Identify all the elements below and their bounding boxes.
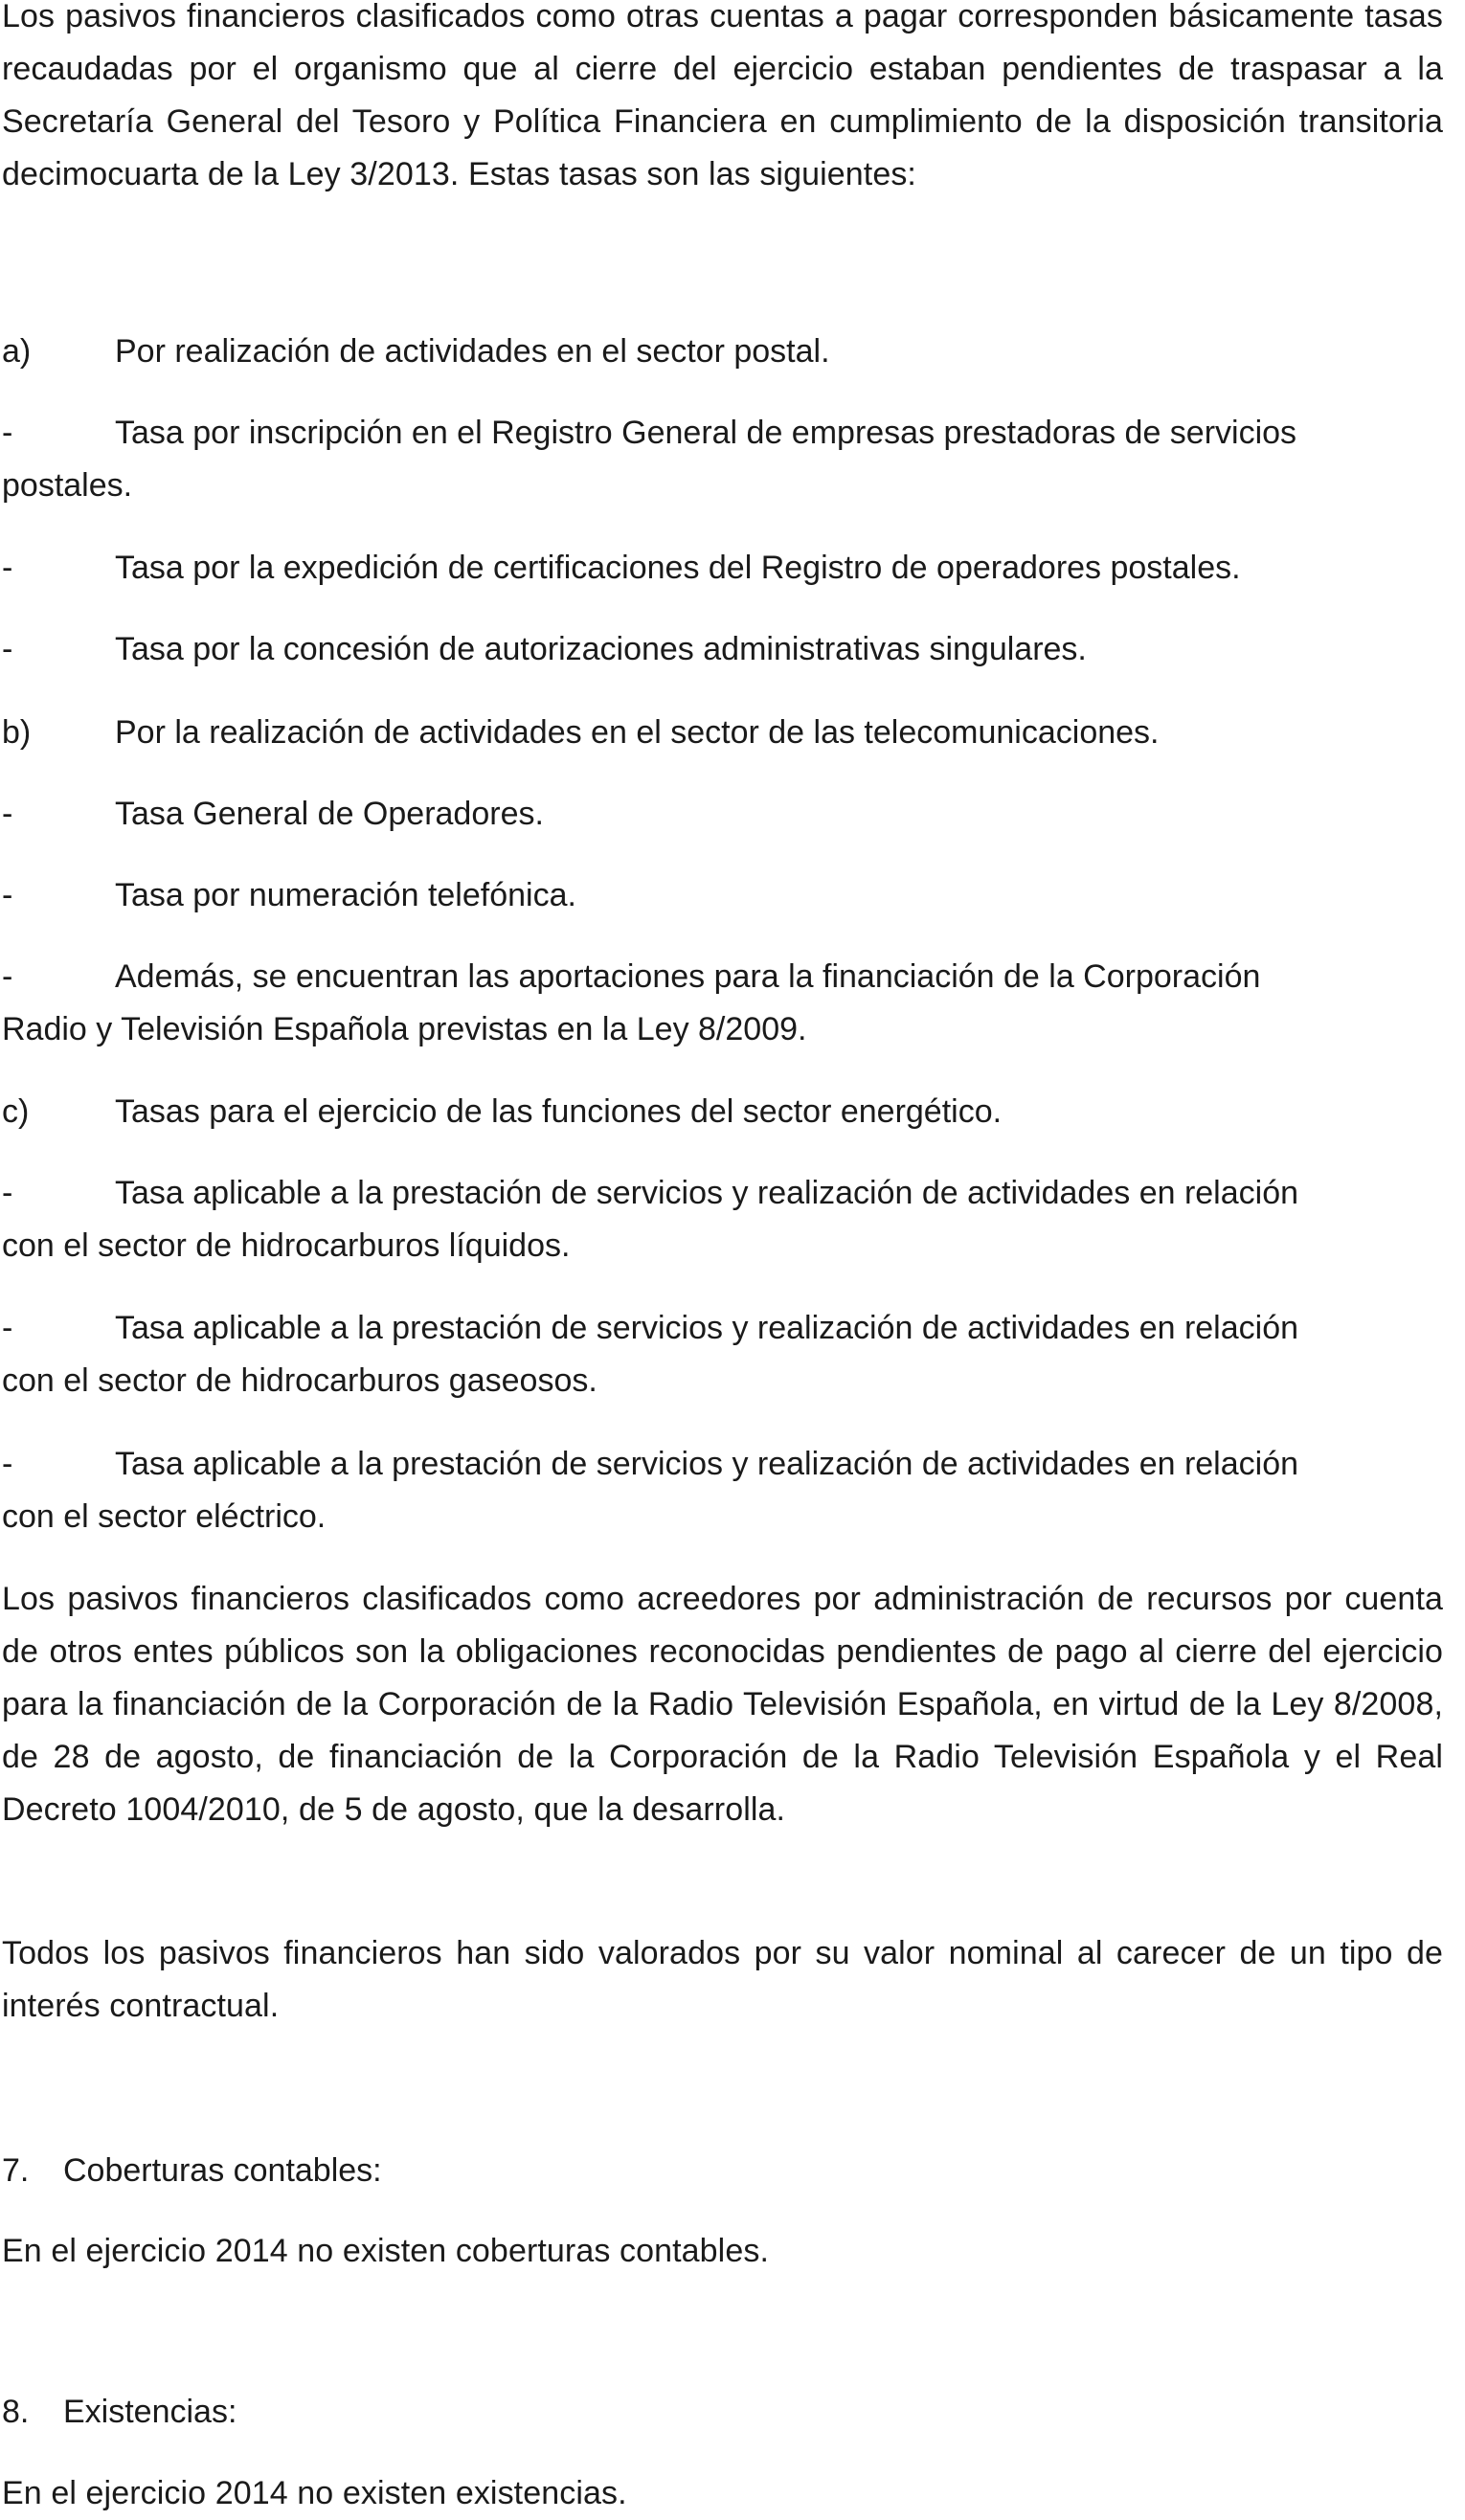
list-item-text-continuation: con el sector de hidrocarburos líquidos. xyxy=(2,1227,571,1264)
section-title: Existencias: xyxy=(63,2394,237,2430)
section-title: Coberturas contables: xyxy=(63,2152,382,2189)
list-marker: - xyxy=(2,631,13,667)
list-item-text: Tasas para el ejercicio de las funciones del sector energético. xyxy=(115,1093,1003,1130)
list-item-text: Tasa por la concesión de autorizaciones administrativas singulares. xyxy=(115,631,1087,667)
list-item-b1 xyxy=(2,788,1443,841)
section-number: 7. xyxy=(2,2152,30,2189)
intro-paragraph: Los pasivos financieros clasificados como otras cuentas a pagar corresponden básicamente tasas recaudadas por el organismo que al cierre del ejercicio estaban pendientes de traspasar a la Secretaría General del Tesoro y Política Financiera en cumplimiento de la disposición transitoria decimocuarta de la Ley 3/2013. Estas tasas son las siguientes: xyxy=(2,0,1443,192)
list-item-text: Tasa aplicable a la prestación de servicios y realización de actividades en relación xyxy=(115,1446,1299,1482)
list-marker: - xyxy=(2,1446,13,1482)
list-marker: - xyxy=(2,958,13,995)
list-marker: - xyxy=(2,550,13,586)
list-item-text: Además, se encuentran las aportaciones para la financiación de la Corporación xyxy=(115,958,1261,995)
list-item-text: Tasa aplicable a la prestación de servicios y realización de actividades en relación xyxy=(115,1310,1299,1346)
list-item-a2 xyxy=(2,542,1443,595)
acreedores-paragraph: Los pasivos financieros clasificados como acreedores por administración de recursos por cuenta de otros entes públicos son la obligaciones reconocidas pendientes de pago al cierre del ejercicio para la financiación de la Corporación de la Radio Televisión Española, en virtud de la Ley 8/2008, de 28 de agosto, de financiación de la Corporación de la Radio Televisión Española y el Real Decreto 1004/2010, de 5 de agosto, que la desarrolla. xyxy=(2,1581,1443,1828)
list-item-text: Tasa aplicable a la prestación de servicios y realización de actividades en relación xyxy=(115,1175,1299,1211)
list-item-b2 xyxy=(2,869,1443,922)
list-marker: - xyxy=(2,796,13,832)
list-item-text-continuation: con el sector de hidrocarburos gaseosos. xyxy=(2,1362,597,1399)
list-item-text-continuation: Radio y Televisión Española previstas en la Ley 8/2009. xyxy=(2,1011,807,1047)
list-item-text: Por realización de actividades en el sector postal. xyxy=(115,333,830,370)
list-item-a3 xyxy=(2,623,1443,676)
list-item-a1 xyxy=(2,407,1443,512)
list-item-b3 xyxy=(2,951,1443,1056)
list-marker: - xyxy=(2,1175,13,1211)
list-marker: - xyxy=(2,415,13,451)
list-item-text: Tasa por inscripción en el Registro General de empresas prestadoras de servicios xyxy=(115,415,1297,451)
list-item-c2 xyxy=(2,1302,1443,1407)
list-item-text: Por la realización de actividades en el sector de las telecomunicaciones. xyxy=(115,714,1160,751)
list-item-text: Tasa General de Operadores. xyxy=(115,796,544,832)
list-item-text: Tasa por numeración telefónica. xyxy=(115,877,576,913)
list-item-text-continuation: postales. xyxy=(2,467,133,504)
list-marker: c) xyxy=(2,1093,30,1130)
section-number: 8. xyxy=(2,2394,30,2430)
list-item-c xyxy=(2,1086,1443,1138)
list-item-text: Tasa por la expedición de certificaciones del Registro de operadores postales. xyxy=(115,550,1241,586)
list-item-text-continuation: con el sector eléctrico. xyxy=(2,1498,327,1535)
list-item-c3 xyxy=(2,1438,1443,1543)
list-marker: a) xyxy=(2,333,32,370)
list-item-c1 xyxy=(2,1167,1443,1272)
list-item-a xyxy=(2,326,1443,378)
section-heading-coberturas xyxy=(2,2145,1443,2197)
section-heading-existencias xyxy=(2,2386,1443,2439)
existencias-paragraph: En el ejercicio 2014 no existen existencias. xyxy=(2,2475,627,2511)
coberturas-paragraph: En el ejercicio 2014 no existen coberturas contables. xyxy=(2,2233,769,2269)
valoracion-paragraph: Todos los pasivos financieros han sido valorados por su valor nominal al carecer de un tipo de interés contractual. xyxy=(2,1935,1443,2024)
list-marker: - xyxy=(2,1310,13,1346)
list-item-b xyxy=(2,707,1443,759)
list-marker: b) xyxy=(2,714,32,751)
list-marker: - xyxy=(2,877,13,913)
